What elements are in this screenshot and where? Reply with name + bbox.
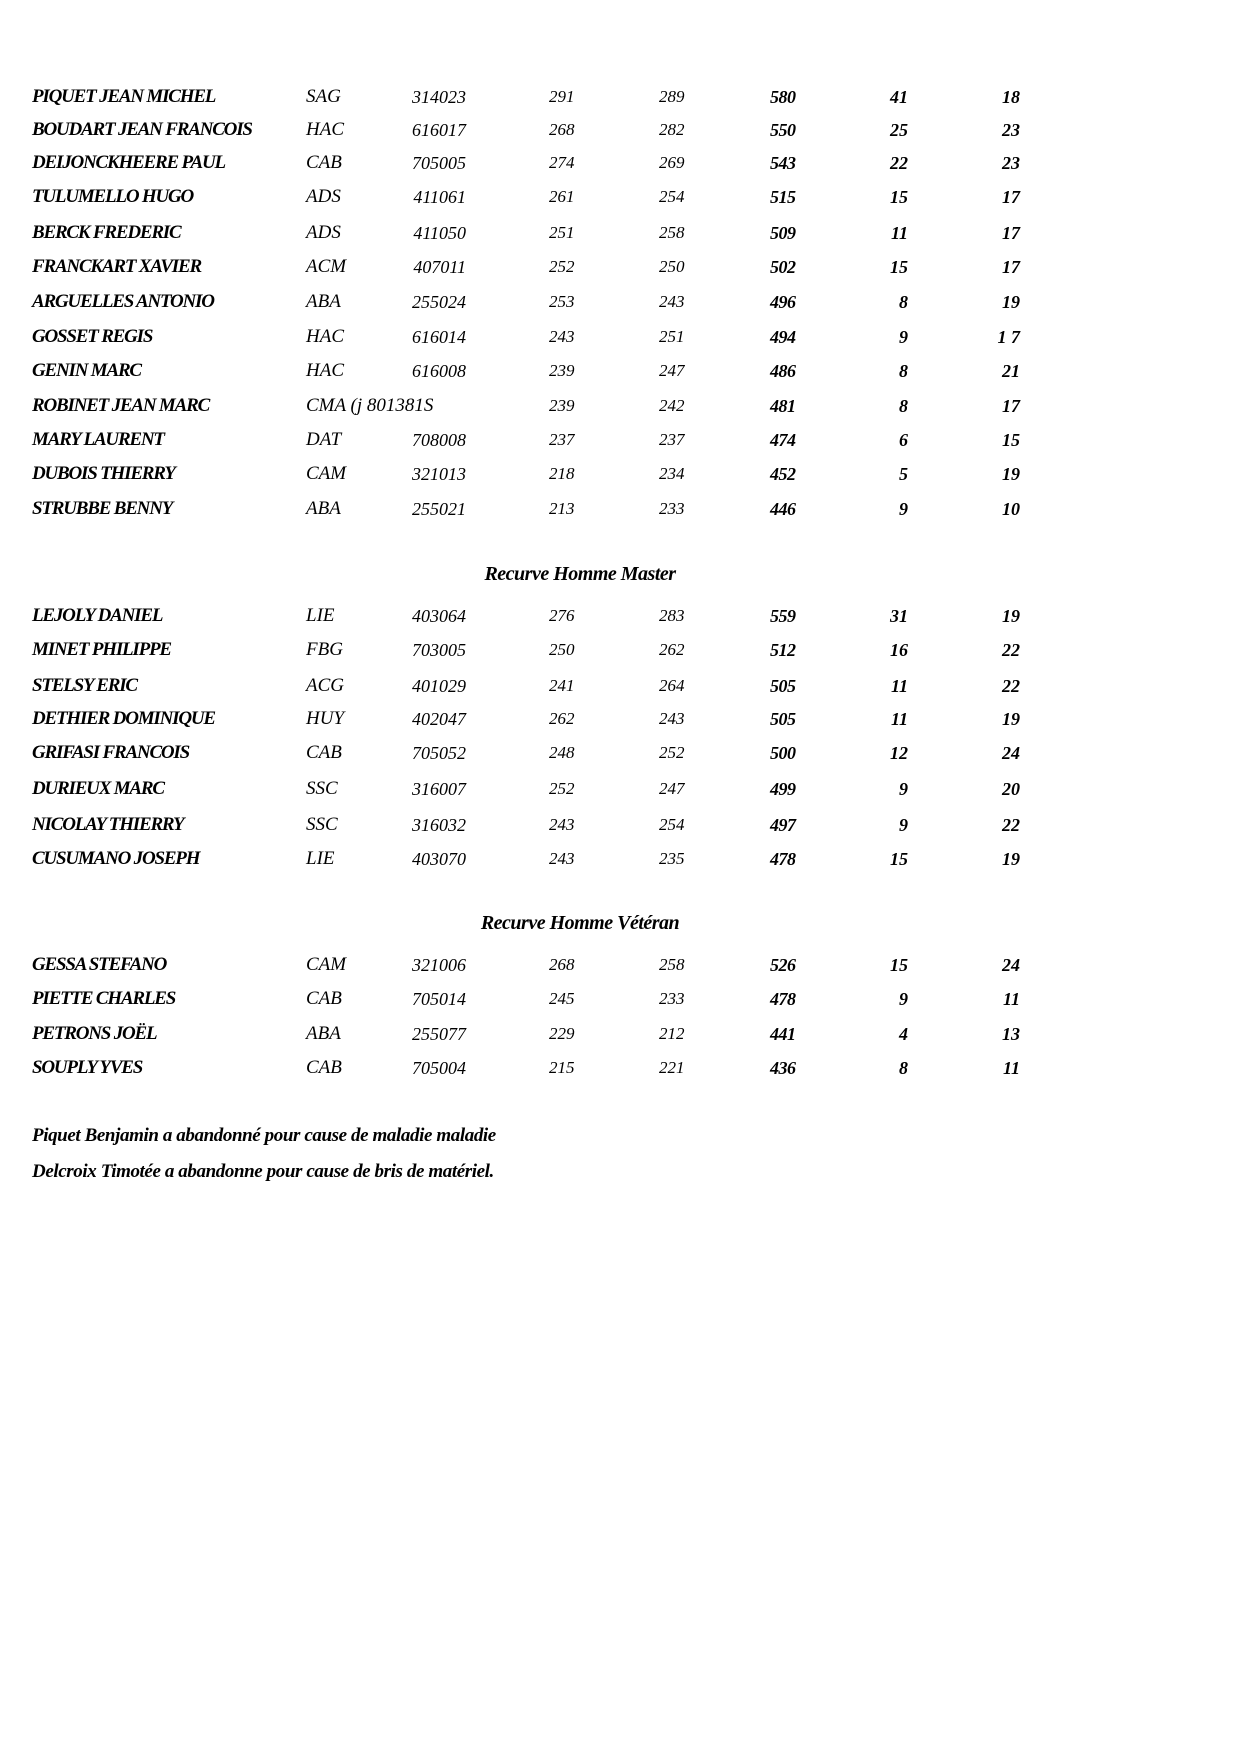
archer-name: DUBOIS THIERRY	[32, 463, 175, 484]
license-number: 314023	[412, 87, 466, 107]
tens-count: 9	[899, 499, 908, 519]
nines-count: 11	[1002, 1058, 1020, 1078]
archer-name: DEIJONCKHEERE PAUL	[32, 152, 225, 173]
total-score: 436	[770, 1058, 796, 1078]
nines-count: 20	[1002, 779, 1020, 799]
score-round-2: 282	[659, 120, 685, 139]
club-code: ACM	[306, 256, 347, 277]
tens-count: 8	[899, 1058, 908, 1078]
tens-count: 16	[890, 640, 908, 660]
score-round-1: 215	[549, 1058, 575, 1077]
tens-count: 15	[890, 257, 908, 277]
license-number: 402047	[412, 709, 466, 729]
result-row	[0, 391, 1241, 421]
archer-name: ARGUELLES ANTONIO	[32, 291, 214, 312]
result-row	[0, 950, 1241, 980]
score-round-2: 254	[659, 815, 685, 834]
score-round-1: 252	[549, 257, 575, 276]
score-round-2: 250	[659, 257, 685, 276]
score-round-1: 239	[549, 396, 575, 415]
archer-name: ROBINET JEAN MARC	[32, 395, 210, 416]
nines-count: 19	[1002, 709, 1020, 729]
result-row	[0, 356, 1241, 386]
total-score: 478	[770, 849, 796, 869]
license-number: 401029	[412, 676, 466, 696]
score-round-1: 243	[549, 815, 575, 834]
score-round-1: 274	[549, 153, 575, 172]
withdrawal-note: Delcroix Timotée a abandonne pour cause de bris de matériel.	[32, 1161, 494, 1182]
license-number: 321013	[412, 464, 466, 484]
tens-count: 31	[890, 606, 908, 626]
club-code: ABA	[306, 1023, 341, 1044]
nines-count: 24	[1002, 955, 1020, 975]
result-row	[0, 844, 1241, 874]
score-round-2: 247	[659, 779, 685, 798]
archer-name: PIQUET JEAN MICHEL	[32, 86, 216, 107]
nines-count: 13	[1002, 1024, 1020, 1044]
club-code: LIE	[306, 605, 335, 626]
license-number: 255024	[412, 292, 466, 312]
total-score: 474	[770, 430, 796, 450]
result-row	[0, 984, 1241, 1014]
score-round-1: 245	[549, 989, 575, 1008]
score-round-1: 253	[549, 292, 575, 311]
license-number: 316007	[412, 779, 466, 799]
club-code: LIE	[306, 848, 335, 869]
archer-name: STELSY ERIC	[32, 675, 137, 696]
score-round-1: 268	[549, 120, 575, 139]
total-score: 494	[770, 327, 796, 347]
archer-name: GRIFASI FRANCOIS	[32, 742, 189, 763]
license-number: 255021	[412, 499, 466, 519]
total-score: 499	[770, 779, 796, 799]
total-score: 550	[770, 120, 796, 140]
total-score: 509	[770, 223, 796, 243]
club-code: ABA	[306, 291, 341, 312]
score-round-1: 291	[549, 87, 575, 106]
license-number: 708008	[412, 430, 466, 450]
nines-count: 1 7	[997, 327, 1020, 347]
score-round-1: 250	[549, 640, 575, 659]
club-code: CMA (j 801381S	[306, 395, 434, 416]
nines-count: 17	[1002, 257, 1020, 277]
total-score: 478	[770, 989, 796, 1009]
result-row	[0, 425, 1241, 455]
score-round-2: 252	[659, 743, 685, 762]
score-round-2: 283	[659, 606, 685, 625]
score-round-1: 218	[549, 464, 575, 483]
archer-name: STRUBBE BENNY	[32, 498, 173, 519]
score-round-2: 289	[659, 87, 685, 106]
result-row	[0, 148, 1241, 178]
club-code: CAM	[306, 954, 347, 975]
nines-count: 17	[1002, 223, 1020, 243]
score-round-1: 251	[549, 223, 575, 242]
tens-count: 15	[890, 849, 908, 869]
score-round-2: 243	[659, 709, 685, 728]
total-score: 512	[770, 640, 796, 660]
license-number: 705005	[412, 153, 466, 173]
license-number: 411061	[413, 187, 466, 207]
license-number: 616014	[412, 327, 466, 347]
nines-count: 15	[1002, 430, 1020, 450]
result-row	[0, 494, 1241, 524]
tens-count: 15	[890, 187, 908, 207]
section-heading: Recurve Homme Master	[484, 563, 676, 585]
license-number: 616008	[412, 361, 466, 381]
score-round-1: 243	[549, 849, 575, 868]
tens-count: 11	[890, 676, 908, 696]
license-number: 703005	[412, 640, 466, 660]
score-round-1: 252	[549, 779, 575, 798]
license-number: 403064	[412, 606, 466, 626]
tens-count: 25	[890, 120, 908, 140]
score-round-1: 213	[549, 499, 575, 518]
archer-name: PIETTE CHARLES	[32, 988, 176, 1009]
tens-count: 8	[899, 396, 908, 416]
archer-name: GENIN MARC	[32, 360, 141, 381]
club-code: HAC	[306, 326, 344, 347]
license-number: 705052	[412, 743, 466, 763]
nines-count: 23	[1002, 153, 1020, 173]
club-code: SSC	[306, 814, 338, 835]
total-score: 502	[770, 257, 796, 277]
score-round-2: 243	[659, 292, 685, 311]
score-round-2: 235	[659, 849, 685, 868]
club-code: HAC	[306, 360, 344, 381]
archer-name: GESSA STEFANO	[32, 954, 167, 975]
score-round-2: 233	[659, 499, 685, 518]
nines-count: 11	[1002, 989, 1020, 1009]
archer-name: BOUDART JEAN FRANCOIS	[32, 119, 252, 140]
club-code: SAG	[306, 86, 341, 107]
score-round-2: 254	[659, 187, 685, 206]
result-row	[0, 252, 1241, 282]
score-round-2: 258	[659, 223, 685, 242]
tens-count: 9	[899, 815, 908, 835]
score-round-2: 234	[659, 464, 685, 483]
nines-count: 22	[1002, 676, 1020, 696]
total-score: 452	[770, 464, 796, 484]
license-number: 411050	[413, 223, 466, 243]
tens-count: 11	[890, 223, 908, 243]
archer-name: DETHIER DOMINIQUE	[32, 708, 215, 729]
score-round-1: 248	[549, 743, 575, 762]
tens-count: 12	[890, 743, 908, 763]
tens-count: 9	[899, 989, 908, 1009]
score-round-2: 251	[659, 327, 685, 346]
total-score: 505	[770, 709, 796, 729]
total-score: 486	[770, 361, 796, 381]
score-round-2: 212	[659, 1024, 685, 1043]
score-round-1: 243	[549, 327, 575, 346]
result-row	[0, 1053, 1241, 1083]
result-row	[0, 738, 1241, 768]
result-row	[0, 82, 1241, 112]
total-score: 580	[770, 87, 796, 107]
score-round-2: 258	[659, 955, 685, 974]
result-row	[0, 459, 1241, 489]
score-round-2: 264	[659, 676, 685, 695]
archer-name: BERCK FREDERIC	[32, 222, 181, 243]
nines-count: 21	[1002, 361, 1020, 381]
total-score: 526	[770, 955, 796, 975]
nines-count: 17	[1002, 187, 1020, 207]
result-row	[0, 218, 1241, 248]
total-score: 559	[770, 606, 796, 626]
archer-name: GOSSET REGIS	[32, 326, 153, 347]
withdrawal-note: Piquet Benjamin a abandonné pour cause de maladie maladie	[32, 1125, 496, 1146]
score-round-1: 262	[549, 709, 575, 728]
archer-name: MINET PHILIPPE	[32, 639, 171, 660]
nines-count: 19	[1002, 606, 1020, 626]
result-row	[0, 287, 1241, 317]
tens-count: 22	[890, 153, 908, 173]
license-number: 705004	[412, 1058, 466, 1078]
archer-name: LEJOLY DANIEL	[32, 605, 163, 626]
club-code: SSC	[306, 778, 338, 799]
total-score: 441	[770, 1024, 796, 1044]
club-code: CAM	[306, 463, 347, 484]
club-code: ACG	[306, 675, 344, 696]
tens-count: 9	[899, 779, 908, 799]
total-score: 515	[770, 187, 796, 207]
archer-name: SOUPLY YVES	[32, 1057, 143, 1078]
club-code: FBG	[306, 639, 343, 660]
archer-name: NICOLAY THIERRY	[32, 814, 184, 835]
result-row	[0, 671, 1241, 701]
archer-name: MARY LAURENT	[32, 429, 164, 450]
archer-name: CUSUMANO JOSEPH	[32, 848, 200, 869]
result-row	[0, 635, 1241, 665]
result-row	[0, 1019, 1241, 1049]
club-code: DAT	[306, 429, 342, 450]
club-code: HUY	[306, 708, 345, 729]
total-score: 505	[770, 676, 796, 696]
tens-count: 8	[899, 361, 908, 381]
nines-count: 22	[1002, 815, 1020, 835]
score-round-2: 233	[659, 989, 685, 1008]
archer-name: PETRONS JOËL	[32, 1023, 157, 1044]
license-number: 705014	[412, 989, 466, 1009]
tens-count: 15	[890, 955, 908, 975]
total-score: 446	[770, 499, 796, 519]
score-round-2: 242	[659, 396, 685, 415]
score-round-2: 262	[659, 640, 685, 659]
total-score: 497	[770, 815, 796, 835]
score-round-2: 247	[659, 361, 685, 380]
score-round-1: 261	[549, 187, 575, 206]
nines-count: 24	[1002, 743, 1020, 763]
total-score: 496	[770, 292, 796, 312]
result-row	[0, 322, 1241, 352]
tens-count: 5	[899, 464, 908, 484]
score-round-1: 229	[549, 1024, 575, 1043]
club-code: CAB	[306, 152, 342, 173]
tens-count: 41	[890, 87, 908, 107]
license-number: 403070	[412, 849, 466, 869]
tens-count: 9	[899, 327, 908, 347]
result-row	[0, 704, 1241, 734]
tens-count: 4	[899, 1024, 908, 1044]
club-code: ADS	[306, 222, 341, 243]
score-round-2: 221	[659, 1058, 685, 1077]
archer-name: DURIEUX MARC	[32, 778, 164, 799]
nines-count: 19	[1002, 849, 1020, 869]
license-number: 616017	[412, 120, 466, 140]
nines-count: 10	[1002, 499, 1020, 519]
total-score: 481	[770, 396, 796, 416]
tens-count: 6	[899, 430, 908, 450]
nines-count: 17	[1002, 396, 1020, 416]
club-code: CAB	[306, 742, 342, 763]
score-round-2: 269	[659, 153, 685, 172]
total-score: 500	[770, 743, 796, 763]
score-round-1: 239	[549, 361, 575, 380]
result-row	[0, 774, 1241, 804]
license-number: 321006	[412, 955, 466, 975]
nines-count: 23	[1002, 120, 1020, 140]
license-number: 316032	[412, 815, 466, 835]
score-round-1: 241	[549, 676, 575, 695]
club-code: ABA	[306, 498, 341, 519]
result-row	[0, 810, 1241, 840]
nines-count: 22	[1002, 640, 1020, 660]
result-row	[0, 601, 1241, 631]
tens-count: 8	[899, 292, 908, 312]
total-score: 543	[770, 153, 796, 173]
score-round-1: 237	[549, 430, 575, 449]
archer-name: TULUMELLO HUGO	[32, 186, 194, 207]
club-code: HAC	[306, 119, 344, 140]
score-round-1: 276	[549, 606, 575, 625]
license-number: 255077	[412, 1024, 466, 1044]
license-number: 407011	[413, 257, 466, 277]
nines-count: 19	[1002, 292, 1020, 312]
nines-count: 19	[1002, 464, 1020, 484]
nines-count: 18	[1002, 87, 1020, 107]
score-round-1: 268	[549, 955, 575, 974]
section-heading: Recurve Homme Vétéran	[480, 912, 680, 934]
archer-name: FRANCKART XAVIER	[32, 256, 201, 277]
result-row	[0, 115, 1241, 145]
club-code: ADS	[306, 186, 341, 207]
club-code: CAB	[306, 988, 342, 1009]
tens-count: 11	[890, 709, 908, 729]
club-code: CAB	[306, 1057, 342, 1078]
score-round-2: 237	[659, 430, 685, 449]
result-row	[0, 182, 1241, 212]
